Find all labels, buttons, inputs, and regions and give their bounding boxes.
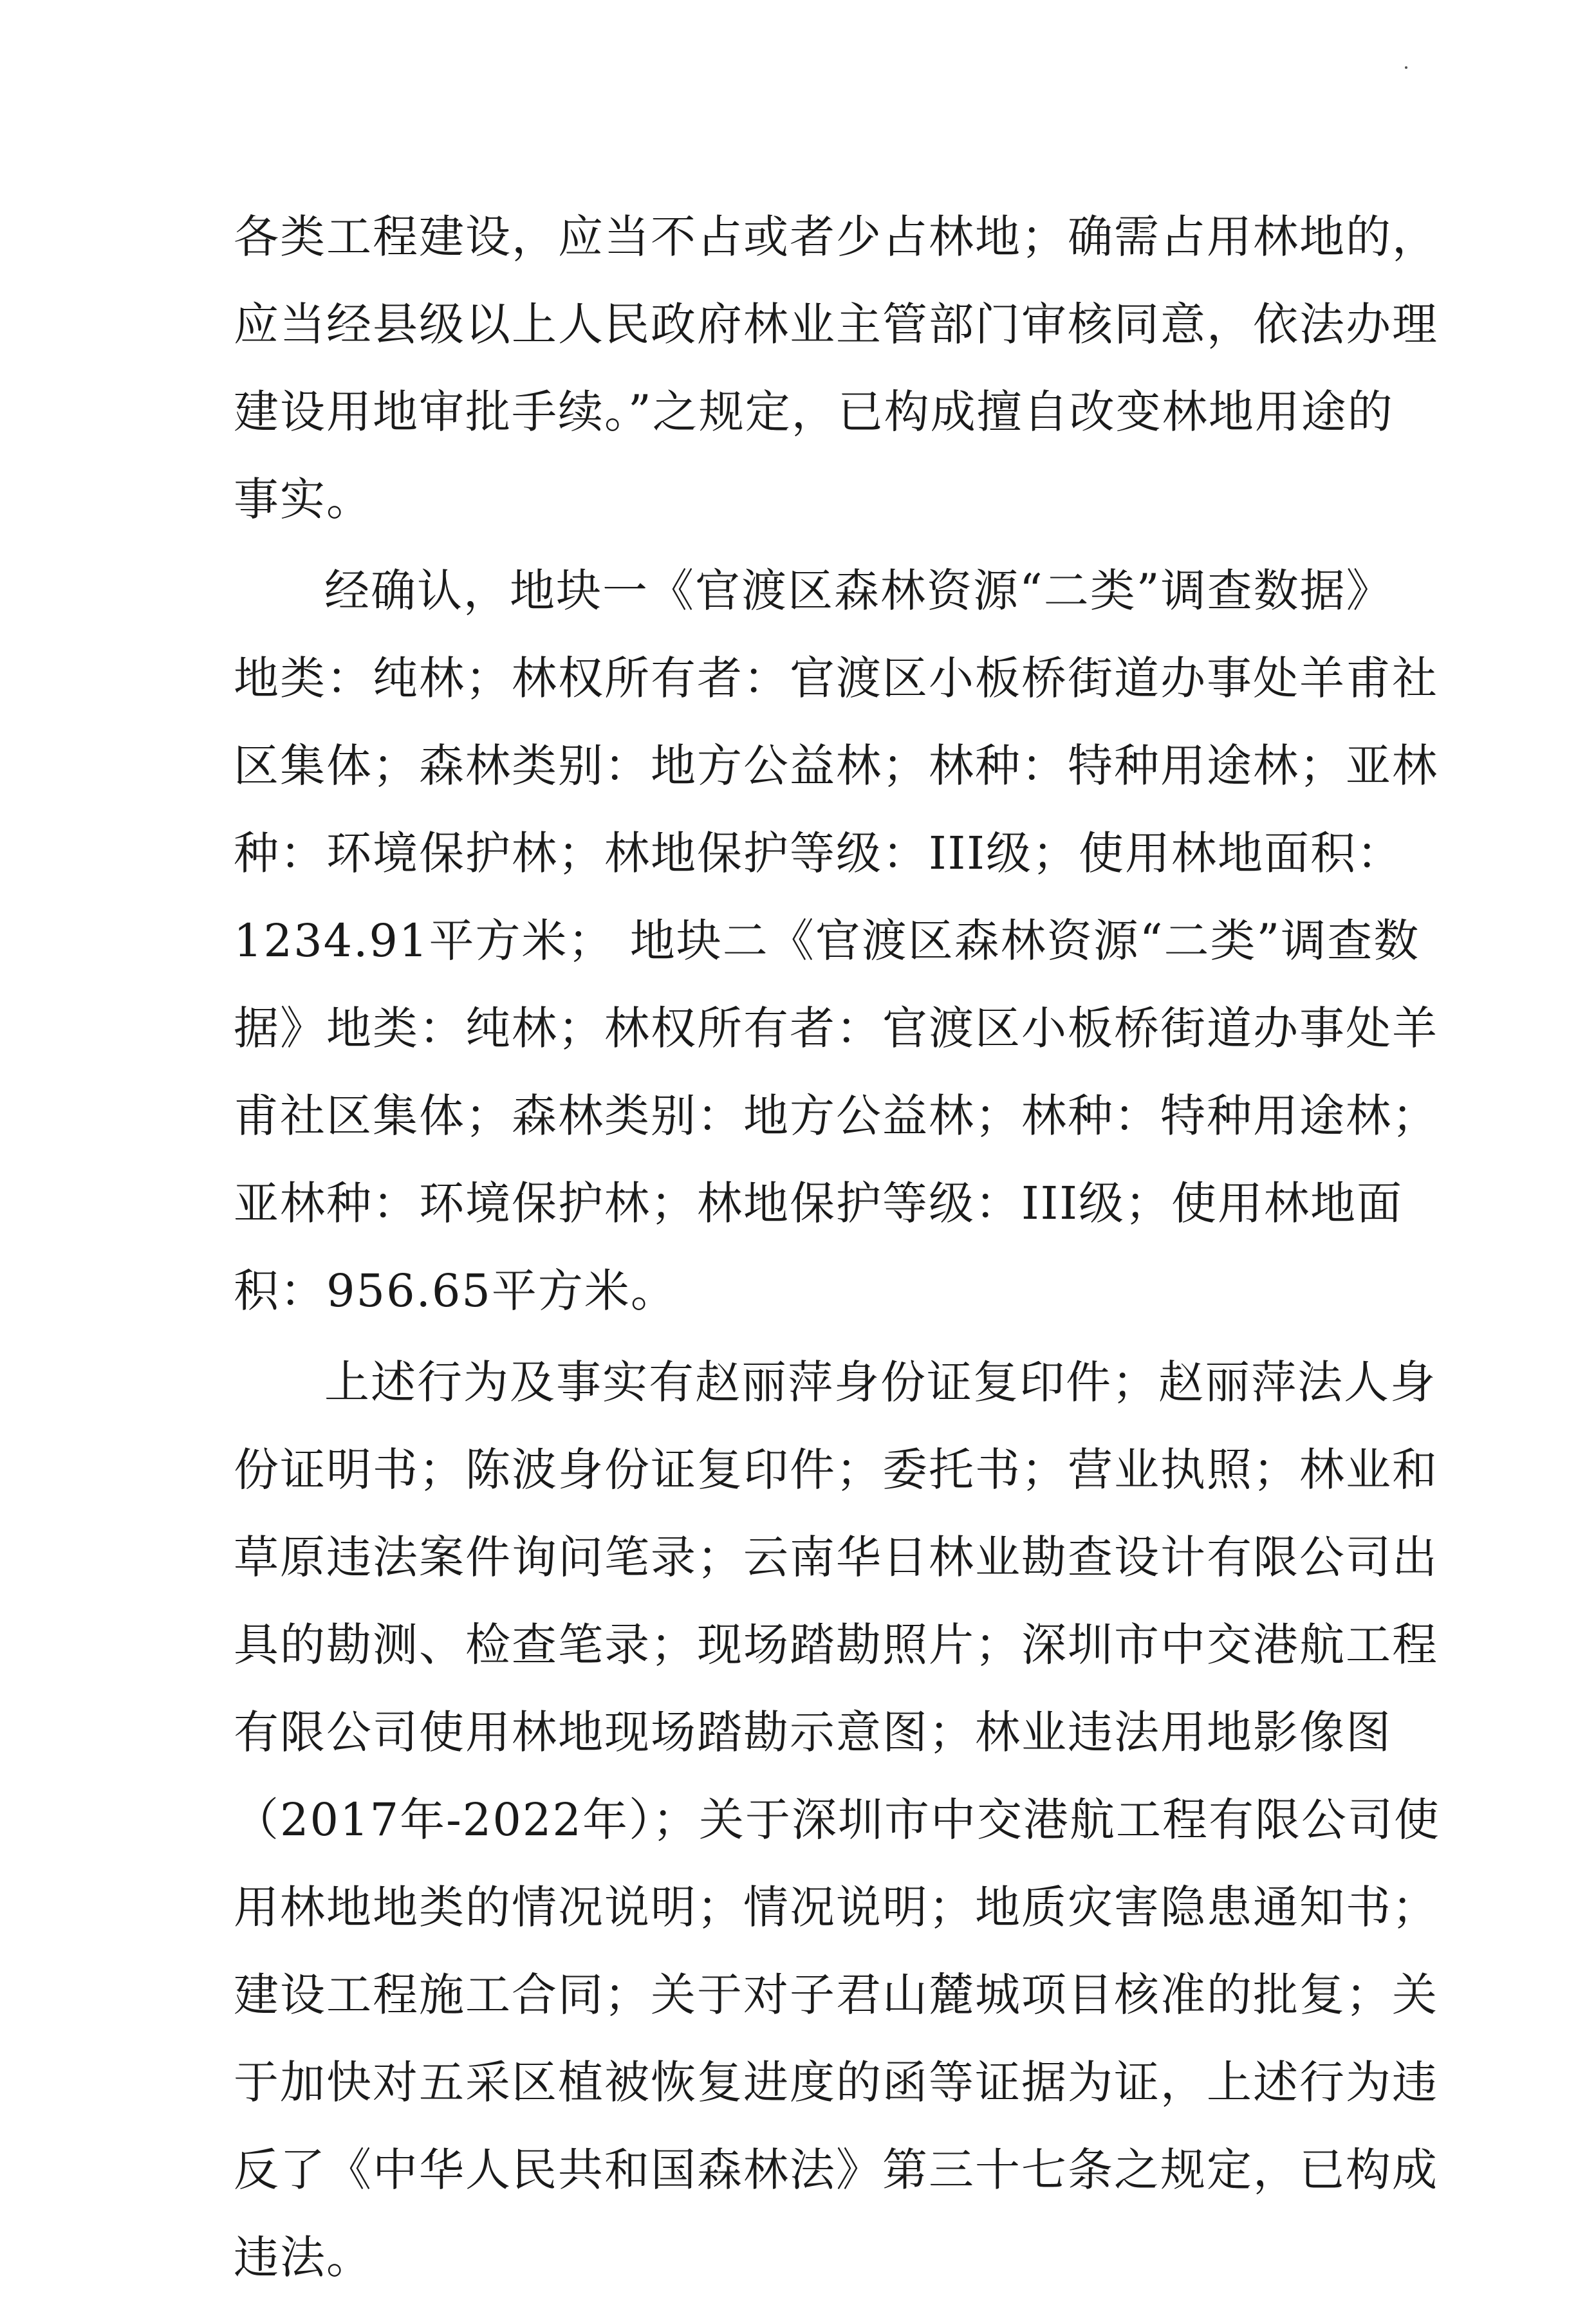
paragraph-1 xyxy=(234,193,1438,543)
text-line: 积：956.65平方米。 xyxy=(234,1264,677,1317)
text-line: 应当经县级以上人民政府林业主管部门审核同意，依法办理 xyxy=(234,298,1438,351)
text-line: 用林地地类的情况说明；情况说明；地质灾害隐患通知书； xyxy=(234,1881,1438,1934)
text-line: 1234.91平方米； 地块二《官渡区森林资源“二类”调查数 xyxy=(234,914,1420,967)
text-line: 经确认，地块一《官渡区森林资源“二类”调查数据》 xyxy=(324,564,1393,617)
text-line: 于加快对五采区植被恢复进度的函等证据为证，上述行为违 xyxy=(234,2056,1438,2109)
text-line: 上述行为及事实有赵丽萍身份证复印件；赵丽萍法人身 xyxy=(324,1356,1436,1409)
text-line: 甫社区集体；森林类别：地方公益林；林种：特种用途林； xyxy=(234,1089,1438,1142)
paragraph-2 xyxy=(234,547,1438,1335)
text-line: 反了《中华人民共和国森林法》第三十七条之规定，已构成 xyxy=(234,2143,1438,2196)
text-line: （2017年-2022年）；关于深圳市中交港航工程有限公司使 xyxy=(234,1793,1440,1846)
text-line: 违法。 xyxy=(234,2231,373,2284)
text-line: 亚林种：环境保护林；林地保护等级：III级；使用林地面 xyxy=(234,1177,1403,1230)
scan-speck xyxy=(1405,66,1407,69)
text-line: 建设工程施工合同；关于对子君山麓城项目核准的批复；关 xyxy=(234,1968,1438,2021)
text-line: 份证明书；陈波身份证复印件；委托书；营业执照；林业和 xyxy=(234,1443,1438,1496)
text-line: 建设用地审批手续。”之规定，已构成擅自改变林地用途的 xyxy=(234,385,1394,438)
text-line: 区集体；森林类别：地方公益林；林种：特种用途林；亚林 xyxy=(234,739,1438,792)
body-text xyxy=(234,193,1440,2305)
text-line: 地类：纯林；林权所有者：官渡区小板桥街道办事处羊甫社 xyxy=(234,652,1438,705)
paragraph-3 xyxy=(234,1338,1440,2301)
text-line: 事实。 xyxy=(234,473,373,526)
text-line: 草原违法案件询问笔录；云南华日林业勘查设计有限公司出 xyxy=(234,1531,1438,1584)
text-line: 具的勘测、检查笔录；现场踏勘照片；深圳市中交港航工程 xyxy=(234,1618,1438,1671)
text-line: 有限公司使用林地现场踏勘示意图；林业违法用地影像图 xyxy=(234,1706,1392,1759)
text-line: 据》地类：纯林；林权所有者：官渡区小板桥街道办事处羊 xyxy=(234,1002,1438,1055)
text-line: 种：环境保护林；林地保护等级：III级；使用林地面积： xyxy=(234,827,1403,880)
text-line: 各类工程建设，应当不占或者少占林地；确需占用林地的， xyxy=(234,210,1438,263)
